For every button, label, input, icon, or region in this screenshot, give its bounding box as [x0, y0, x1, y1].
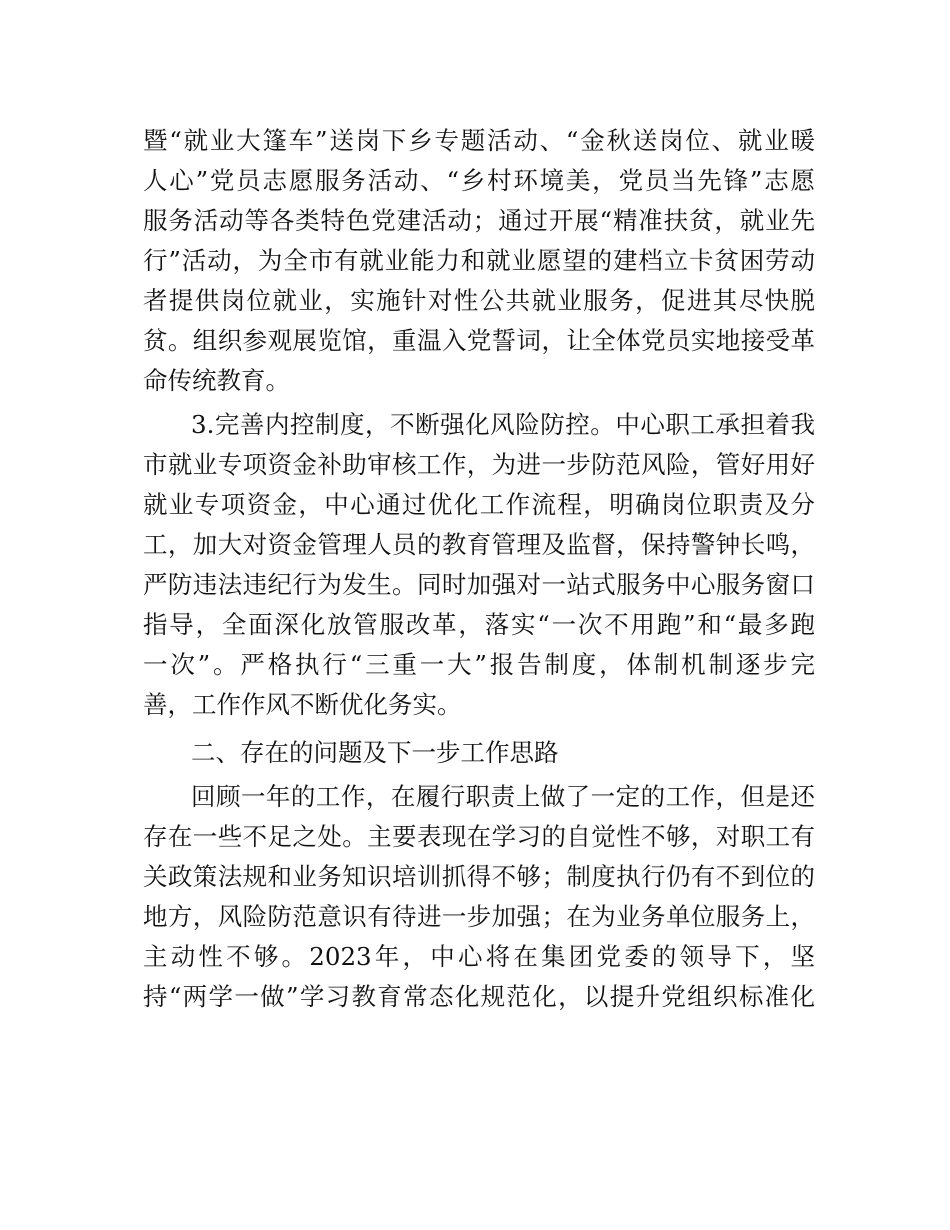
text-line: 善，工作作风不断优化务实。 [143, 690, 462, 719]
text-line: 持“两学一做”学习教育常态化规范化，以提升党组织标准化 [143, 982, 815, 1011]
text-line: 就业专项资金，中心通过优化工作流程，明确岗位职责及分 [143, 490, 815, 519]
text-line: 行”活动，为全市有就业能力和就业愿望的建档立卡贫困劳动 [143, 246, 815, 275]
text-line: 市就业专项资金补助审核工作，为进一步防范风险，管好用好 [143, 450, 815, 479]
text-line: 3.完善内控制度，不断强化风险防控。中心职工承担着我 [191, 410, 815, 439]
text-line: 暨“就业大篷车”送岗下乡专题活动、“金秋送岗位、就业暖 [143, 126, 815, 155]
text-line: 贫。组织参观展览馆，重温入党誓词，让全体党员实地接受革 [143, 326, 815, 355]
text-line: 关政策法规和业务知识培训抓得不够；制度执行仍有不到位的 [143, 862, 815, 891]
text-line: 主动性不够。2023年，中心将在集团党委的领导下，坚 [143, 942, 815, 971]
text-line: 命传统教育。 [143, 366, 290, 395]
text-line: 工，加大对资金管理人员的教育管理及监督，保持警钟长鸣， [143, 530, 815, 559]
text-line: 地方，风险防范意识有待进一步加强；在为业务单位服务上， [143, 902, 815, 931]
section-heading: 二、存在的问题及下一步工作思路 [191, 738, 559, 767]
text-line: 存在一些不足之处。主要表现在学习的自觉性不够，对职工有 [143, 822, 815, 851]
text-line: 指导，全面深化放管服改革，落实“一次不用跑”和“最多跑 [143, 610, 815, 639]
text-line: 者提供岗位就业，实施针对性公共就业服务，促进其尽快脱 [143, 286, 815, 315]
text-line: 回顾一年的工作，在履行职责上做了一定的工作，但是还 [191, 782, 815, 811]
text-line: 一次”。严格执行“三重一大”报告制度，体制机制逐步完 [143, 650, 815, 679]
text-line: 服务活动等各类特色党建活动；通过开展“精准扶贫，就业先 [143, 206, 815, 235]
text-line: 人心”党员志愿服务活动、“乡村环境美，党员当先锋”志愿 [143, 166, 815, 195]
text-line: 严防违法违纪行为发生。同时加强对一站式服务中心服务窗口 [143, 570, 815, 599]
